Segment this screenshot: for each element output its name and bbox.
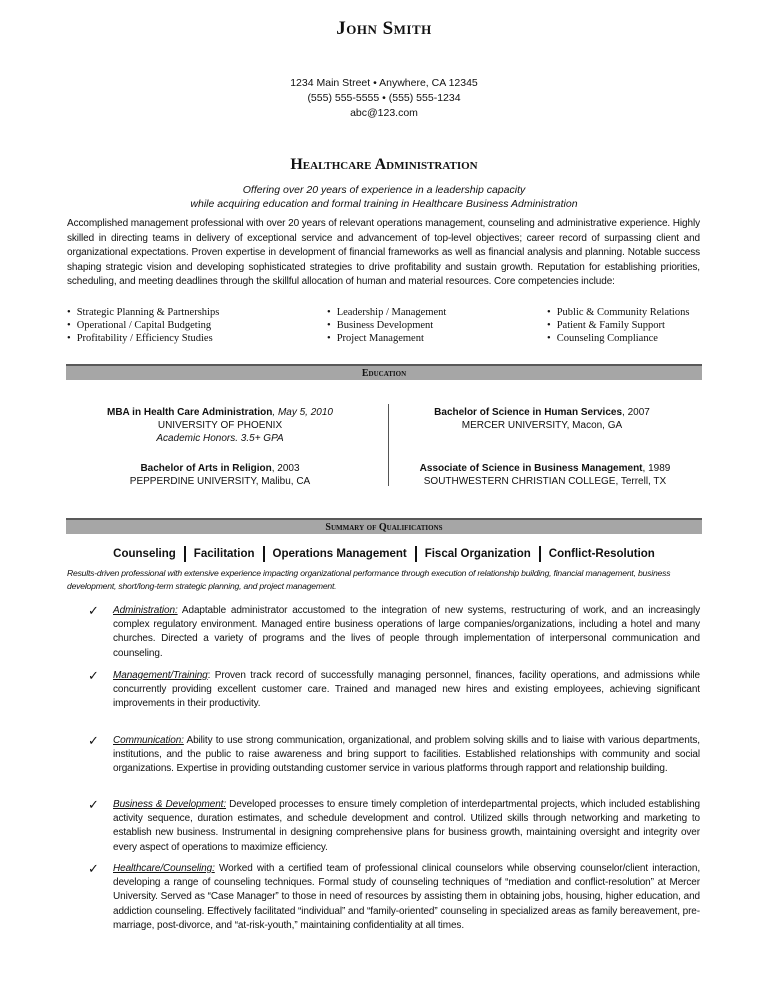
competency-item: • Project Management xyxy=(327,332,547,345)
item-label: Healthcare/Counseling: xyxy=(113,863,215,874)
candidate-name: John Smith xyxy=(336,18,432,39)
competency-item: • Operational / Capital Budgeting xyxy=(67,319,327,332)
item-text: Developed processes to ensure timely completion of interdepartmental projects, which included establishing activity sequence, duration estimates, and schedule development and control. Utilized skills through networking and marketing to establish new business. Instrumental in designing comprehensive plans for business growth, maintaining oversight and integrity over every aspect of operations to maximize efficiency. xyxy=(113,799,700,853)
checkmark-icon: ✓ xyxy=(88,733,99,748)
qualification-item xyxy=(88,862,700,933)
competency-item: • Public & Community Relations xyxy=(547,306,689,319)
item-text: Worked with a certified team of professional clinical counselors while observing counselor/client interaction, developing a range of counseling techniques. Formal study of counseling techniques of “mediation and conflict-resolution” at Mercer University. Served as “Case Manager” to those in need of resources by assisting them in obtaining jobs, housing, higher education, and addiction counseling. Effectively facilitated “individual” and “family-oriented” counseling in specialized areas as family bereavement, pre-marriage, post-divorce, and “at-risk-youth,” maintaining confidentiality at all times. xyxy=(113,863,700,931)
divider xyxy=(415,546,417,562)
skill: Fiscal Organization xyxy=(424,548,531,561)
item-label: Administration: xyxy=(113,605,178,616)
degree: Associate of Science in Business Management xyxy=(419,463,643,474)
checkmark-icon: ✓ xyxy=(88,861,99,876)
divider xyxy=(184,546,186,562)
item-label: Management/Training xyxy=(113,670,208,681)
competency-column xyxy=(67,306,327,345)
resume-title: Healthcare Administration xyxy=(290,156,478,173)
education-heading: Education xyxy=(66,364,702,380)
qualification-item xyxy=(88,798,700,855)
divider xyxy=(539,546,541,562)
tagline-line: while acquiring education and formal training in Healthcare Business Administration xyxy=(190,198,578,210)
qualifications-intro: Results-driven professional with extensive experience impacting organizational performance through execution of relationship building, financial management, business development, short/long-term strategic planning, and project management. xyxy=(67,568,671,591)
skill: Conflict-Resolution xyxy=(548,548,655,561)
education-entry xyxy=(380,462,710,488)
degree: MBA in Health Care Administration xyxy=(107,407,273,418)
column-divider xyxy=(388,404,389,486)
contact-info xyxy=(0,76,768,121)
qualification-item xyxy=(88,604,700,661)
address: 1234 Main Street • Anywhere, CA 12345 xyxy=(290,77,478,89)
item-label: Communication: xyxy=(113,735,184,746)
item-text: Ability to use strong communication, organizational, and problem solving skills and to liaise with various departments, institutions, and the public to raise awareness and bring support to facilities. Established relationships with community and social organizations. Expertise in providing outstanding customer service in various platforms through rapport and relationship building. xyxy=(113,735,700,775)
education-entry xyxy=(392,406,692,432)
email: abc@123.com xyxy=(350,107,418,119)
degree: Bachelor of Science in Human Services xyxy=(434,407,623,418)
school: UNIVERSITY OF PHOENIX xyxy=(157,420,283,431)
competency-item: • Counseling Compliance xyxy=(547,332,689,345)
qualification-item xyxy=(88,669,700,712)
key-skills xyxy=(0,546,768,562)
qualification-item xyxy=(88,734,700,777)
checkmark-icon: ✓ xyxy=(88,603,99,618)
competency-column xyxy=(327,306,547,345)
competency-column xyxy=(547,306,689,345)
competency-item: • Strategic Planning & Partnerships xyxy=(67,306,327,319)
item-label: Business & Development: xyxy=(113,799,227,810)
date: , 2007 xyxy=(622,407,650,418)
competency-item: • Leadership / Management xyxy=(327,306,547,319)
school: PEPPERDINE UNIVERSITY, Malibu, CA xyxy=(129,476,311,487)
tagline xyxy=(0,183,768,211)
degree: Bachelor of Arts in Religion xyxy=(140,463,272,474)
date: , 1989 xyxy=(642,463,671,474)
checkmark-icon: ✓ xyxy=(88,797,99,812)
skill: Facilitation xyxy=(193,548,255,561)
school: SOUTHWESTERN CHRISTIAN COLLEGE, Terrell, TX xyxy=(423,476,667,487)
skill: Counseling xyxy=(113,548,176,561)
profile-summary: Accomplished management professional with over 20 years of relevant operations management, counseling and administrative experience. Highly skilled in directing teams in delivery of exceptional service and advancement of top-level objectives; career record of surpassing client and organizational expectations. Proven expertise in development of financial frameworks as well as financial analysis and planning. Notable success shaping strategic vision and developing sophisticated strategies to drive profitability and sustain growth. Reputation for establishing priorities, scheduling, and meeting deadlines through the skillful allocation of human and material resources. Core competencies include: xyxy=(67,218,700,287)
item-text: : Proven track record of successfully managing personnel, finances, facility operations, and admissions while concurrently providing excellent customer care. Trained and managed new hires and existing employees, achieving significant improvements in their productivity. xyxy=(113,670,700,710)
competency-item: • Patient & Family Support xyxy=(547,319,689,332)
qualifications-heading: Summary of Qualifications xyxy=(66,518,702,534)
honors: Academic Honors. 3.5+ GPA xyxy=(156,433,284,444)
tagline-line: Offering over 20 years of experience in a leadership capacity xyxy=(242,184,526,196)
education-entry xyxy=(70,462,370,488)
date: , 2003 xyxy=(271,463,300,474)
skill: Operations Management xyxy=(272,548,407,561)
divider xyxy=(263,546,265,562)
education-entry xyxy=(70,406,370,445)
checkmark-icon: ✓ xyxy=(88,668,99,683)
competency-item: • Profitability / Efficiency Studies xyxy=(67,332,327,345)
date: , May 5, 2010 xyxy=(272,407,333,418)
phones: (555) 555-5555 • (555) 555-1234 xyxy=(307,92,461,104)
school: MERCER UNIVERSITY, Macon, GA xyxy=(461,420,623,431)
core-competencies xyxy=(67,306,707,345)
item-text: Adaptable administrator accustomed to the integration of new systems, restructuring of work, and an increasingly complex regulatory environment. Managed entire business operations of large companies/organizations, including a hotel and many churches. Directed a variety of programs and the lives of people through implementation of interpersonal communication and counseling. xyxy=(113,605,700,659)
competency-item: • Business Development xyxy=(327,319,547,332)
